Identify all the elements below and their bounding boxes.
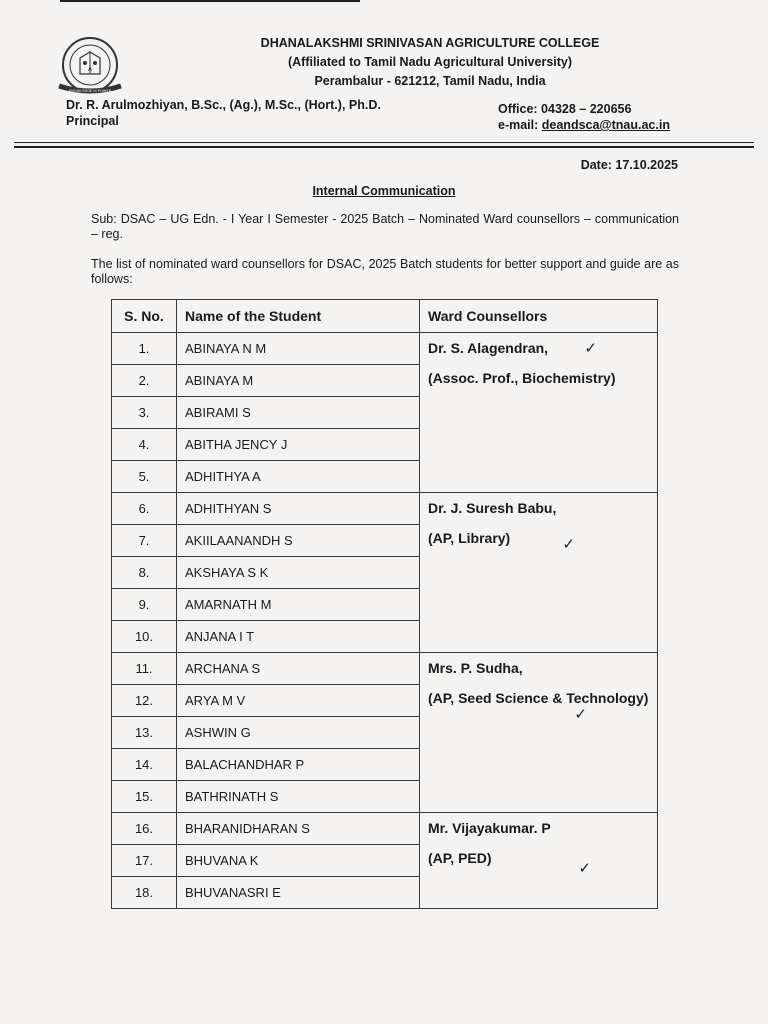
check-mark-icon: ✓ (584, 340, 597, 357)
email-link[interactable]: deandsca@tnau.ac.in (541, 118, 670, 132)
college-address: Perambalur - 621212, Tamil Nadu, India (314, 74, 546, 88)
college-name: DHANALAKSHMI SRINIVASAN AGRICULTURE COLLEGE (260, 36, 600, 50)
intro-paragraph: The list of nominated ward counsellors for DSAC, 2025 Batch students for better support and guide are as follows: (91, 257, 679, 286)
check-mark-icon: ✓ (578, 860, 591, 877)
student-sno: 9. (112, 589, 177, 621)
student-sno: 2. (112, 365, 177, 397)
student-name: BALACHANDHAR P (177, 749, 420, 781)
header-ward-counsellors: Ward Counsellors (420, 300, 658, 333)
header-divider-thick (14, 146, 754, 148)
student-name: ADHITHYAN S (177, 493, 420, 525)
student-sno: 11. (112, 653, 177, 685)
student-sno: 3. (112, 397, 177, 429)
student-name: AMARNATH M (177, 589, 420, 621)
letter-title: Internal Communication (312, 184, 456, 198)
counsellor-name: Mr. Vijayakumar. P (428, 820, 551, 836)
subject-line: Sub: DSAC – UG Edn. - I Year I Semester - 2025 Batch – Nominated Ward counsellors – communication – reg. (91, 212, 679, 241)
table-row (112, 653, 658, 685)
check-mark-icon: ✓ (562, 536, 575, 553)
ward-counsellor-cell (420, 333, 658, 493)
email-label: e-mail: (498, 118, 542, 132)
header-sno: S. No. (112, 300, 177, 333)
student-sno: 15. (112, 781, 177, 813)
counsellor-department: (AP, Library) (428, 530, 511, 546)
office-phone: Office: 04328 – 220656 (498, 102, 632, 116)
college-header (200, 34, 660, 91)
table-body (112, 333, 658, 909)
student-name: ABITHA JENCY J (177, 429, 420, 461)
ward-counsellor-cell (420, 813, 658, 909)
table-row (112, 813, 658, 845)
college-affiliation: (Affiliated to Tamil Nadu Agricultural University) (287, 55, 573, 69)
student-sno: 17. (112, 845, 177, 877)
student-sno: 14. (112, 749, 177, 781)
student-name: ABINAYA M (177, 365, 420, 397)
ward-counsellor-cell (420, 653, 658, 813)
counsellor-name: Dr. J. Suresh Babu, (428, 500, 557, 516)
student-name: BHUVANA K (177, 845, 420, 877)
student-sno: 16. (112, 813, 177, 845)
student-name: AKIILAANANDH S (177, 525, 420, 557)
ward-counsellor-cell (420, 493, 658, 653)
svg-text:A: A (87, 66, 93, 73)
student-sno: 13. (112, 717, 177, 749)
student-name: ADHITHYA A (177, 461, 420, 493)
table-row (112, 333, 658, 365)
student-name: ABIRAMI S (177, 397, 420, 429)
email-line (498, 117, 670, 133)
student-sno: 1. (112, 333, 177, 365)
principal-title: Principal (66, 114, 119, 128)
student-name: BHUVANASRI E (177, 877, 420, 909)
counsellor-name: Mrs. P. Sudha, (428, 660, 523, 676)
header-divider-thin (14, 142, 754, 143)
counsellor-department: (Assoc. Prof., Biochemistry) (428, 370, 616, 386)
student-name: BHARANIDHARAN S (177, 813, 420, 845)
student-name: BATHRINATH S (177, 781, 420, 813)
table-header-row (112, 300, 658, 333)
header-student-name: Name of the Student (177, 300, 420, 333)
college-seal-icon (47, 36, 133, 98)
student-name: ABINAYA N M (177, 333, 420, 365)
student-name: ARCHANA S (177, 653, 420, 685)
student-sno: 18. (112, 877, 177, 909)
check-mark-icon: ✓ (574, 706, 587, 723)
student-sno: 8. (112, 557, 177, 589)
student-sno: 4. (112, 429, 177, 461)
student-name: ASHWIN G (177, 717, 420, 749)
student-name: ARYA M V (177, 685, 420, 717)
principal-name: Dr. R. Arulmozhiyan, B.Sc., (Ag.), M.Sc., (Hort.), Ph.D. (66, 98, 381, 112)
principal-block (66, 97, 381, 129)
counsellor-department: (AP, Seed Science & Technology) (428, 690, 649, 706)
counsellor-name: Dr. S. Alagendran, (428, 340, 549, 356)
contact-block (498, 101, 670, 133)
student-sno: 12. (112, 685, 177, 717)
ward-counsellor-table (111, 299, 658, 909)
student-name: AKSHAYA S K (177, 557, 420, 589)
student-sno: 5. (112, 461, 177, 493)
student-sno: 10. (112, 621, 177, 653)
student-sno: 7. (112, 525, 177, 557)
student-sno: 6. (112, 493, 177, 525)
top-edge-line (60, 0, 360, 2)
svg-text:KNOWLEDGE IS POWER: KNOWLEDGE IS POWER (68, 89, 112, 93)
student-name: ANJANA I T (177, 621, 420, 653)
table-row (112, 493, 658, 525)
letter-date: Date: 17.10.2025 (580, 158, 678, 172)
counsellor-department: (AP, PED) (428, 850, 492, 866)
